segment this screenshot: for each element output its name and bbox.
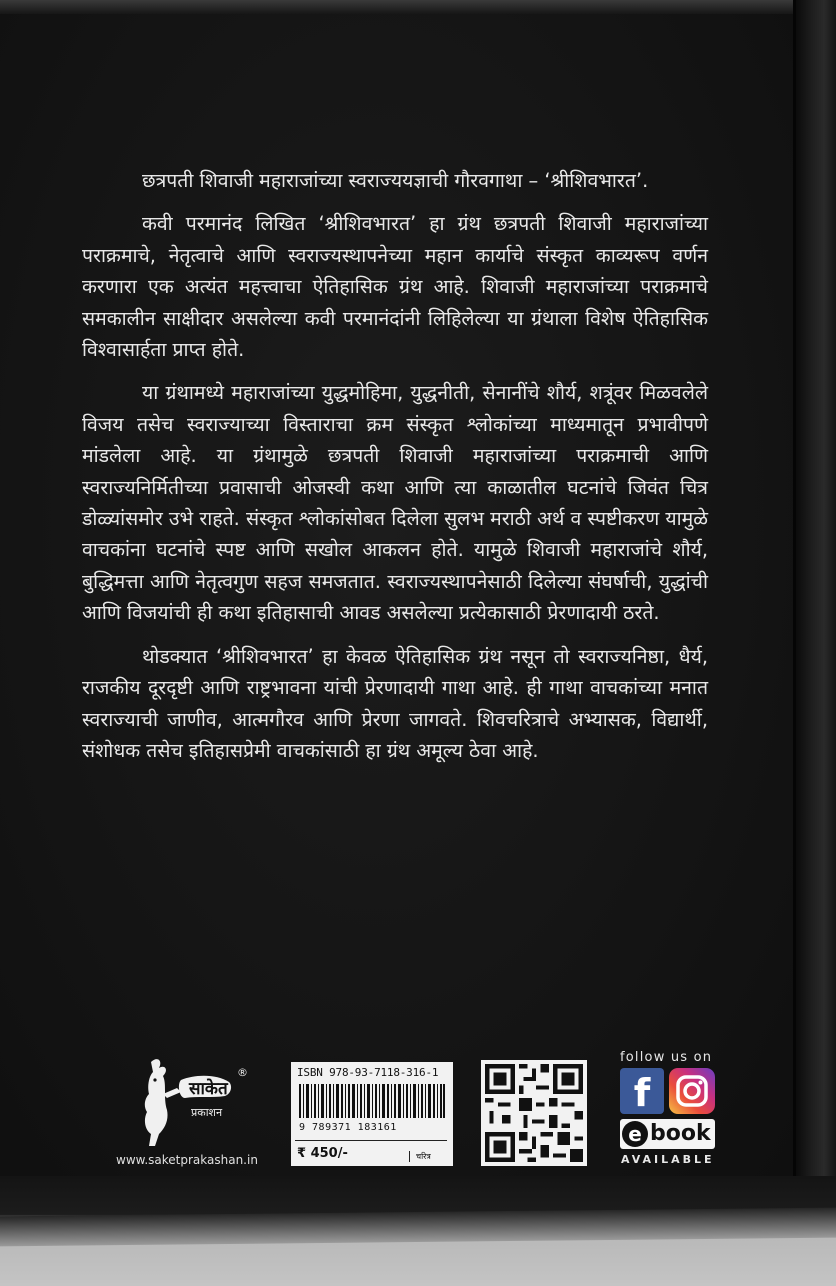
rabbit-logo-icon xyxy=(137,1054,255,1154)
qr-code[interactable] xyxy=(481,1060,587,1166)
instagram-glyph-icon xyxy=(669,1068,715,1114)
price-divider xyxy=(295,1140,447,1141)
blurb-paragraph-2: कवी परमानंद लिखित ‘श्रीशिवभारत’ हा ग्रंथ छत्रपती शिवाजी महाराजांच्या पराक्रमाचे, नेतृत्वाचे आणि स्वराज्यस्थापनेच्या महान कार्याचे संस्कृत काव्यरूप वर्णन करणारा एक अत्यंत महत्त्वाचा ऐतिहासिक ग्रंथ आहे. शिवाजी महाराजांच्या पराक्रमाचे समकालीन साक्षीदार असलेल्या कवी परमानंदांनी लिहिलेल्या या ग्रंथाला विशेष ऐतिहासिक विश्वासार्हता प्राप्त होते. xyxy=(82,212,708,362)
logo-text: साकेत xyxy=(189,1079,228,1099)
blurb-paragraph-3: या ग्रंथामध्ये महाराजांच्या युद्धमोहिमा, युद्धनीती, सेनानींचे शौर्य, शत्रूंवर मिळवलेले विजय तसेच स्वराज्याच्या विस्ताराचा क्रम संस्कृत श्लोकांच्या माध्यमातून प्रभावीपणे मांडलेला आहे. या ग्रंथामुळे छत्रपती शिवाजी महाराजांच्या पराक्रमाची आणि स्वराज्यनिर्मितीच्या प्रवासाची ओजस्वी कथा आणि त्या काळातील घटनांचे जिवंत चित्र डोळ्यांसमोर उभे राहते. संस्कृत श्लोकांसोबत दिलेला सुलभ मराठी अर्थ व स्पष्टीकरण यामुळे वाचकांना घटनांचे स्पष्ट आणि सखोल आकलन होते. यामुळे शिवाजी महाराजांचे शौर्य, बुद्धिमत्ता आणि नेतृत्वगुण सहज समजतात. स्वराज्यस्थापनेसाठी दिलेल्या संघर्षाची, युद्धांची आणि विजयांची ही कथा इतिहासाची आवड असलेल्या प्रत्येकासाठी प्रेरणादायी ठरते. xyxy=(82,381,708,625)
follow-us-text: follow us on xyxy=(620,1050,713,1065)
barcode-number: 9 789371 183161 xyxy=(299,1122,397,1133)
publisher-url[interactable]: www.saketprakashan.in xyxy=(116,1153,258,1167)
barcode-icon xyxy=(299,1084,445,1118)
cover-top-edge xyxy=(0,0,836,14)
instagram-icon[interactable] xyxy=(669,1068,715,1114)
logo-subtext: प्रकाशन xyxy=(191,1106,223,1119)
facebook-icon[interactable]: f xyxy=(620,1068,664,1114)
blurb-text xyxy=(82,165,708,778)
qr-code-icon xyxy=(481,1060,587,1166)
ebook-badge[interactable] xyxy=(620,1119,715,1149)
isbn-label: ISBN 978-93-7118-316-1 xyxy=(297,1066,439,1079)
ebook-label: book xyxy=(650,1121,711,1146)
genre-label: चरित्र xyxy=(409,1151,431,1162)
blurb-paragraph-4: थोडक्यात ‘श्रीशिवभारत’ हा केवळ ऐतिहासिक ग्रंथ नसून तो स्वराज्यनिष्ठा, धैर्य, राजकीय दूरदृष्टी आणि राष्ट्रभावना यांची प्रेरणादायी गाथा आहे. ही गाथा वाचकांच्या मनात स्वराज्याची जाणीव, आत्मगौरव आणि प्रेरणा जागवते. शिवचरित्राचे अभ्यासक, विद्यार्थी, संशोधक तसेच इतिहासप्रेमी वाचकांसाठी हा ग्रंथ अमूल्य ठेवा आहे. xyxy=(82,644,708,762)
spine-edge xyxy=(796,0,836,1286)
cover-bottom-edge xyxy=(0,1176,836,1286)
blurb-paragraph-1: छत्रपती शिवाजी महाराजांच्या स्वराज्ययज्ञाची गौरवगाथा – ‘श्रीशिवभारत’. xyxy=(142,169,649,192)
available-text: AVAILABLE xyxy=(621,1153,715,1166)
registered-mark: ® xyxy=(237,1066,248,1079)
isbn-barcode-box xyxy=(291,1062,453,1166)
ebook-e-icon: e xyxy=(622,1121,648,1147)
price: ₹ 450/- xyxy=(297,1146,348,1161)
publisher-logo xyxy=(137,1054,255,1154)
